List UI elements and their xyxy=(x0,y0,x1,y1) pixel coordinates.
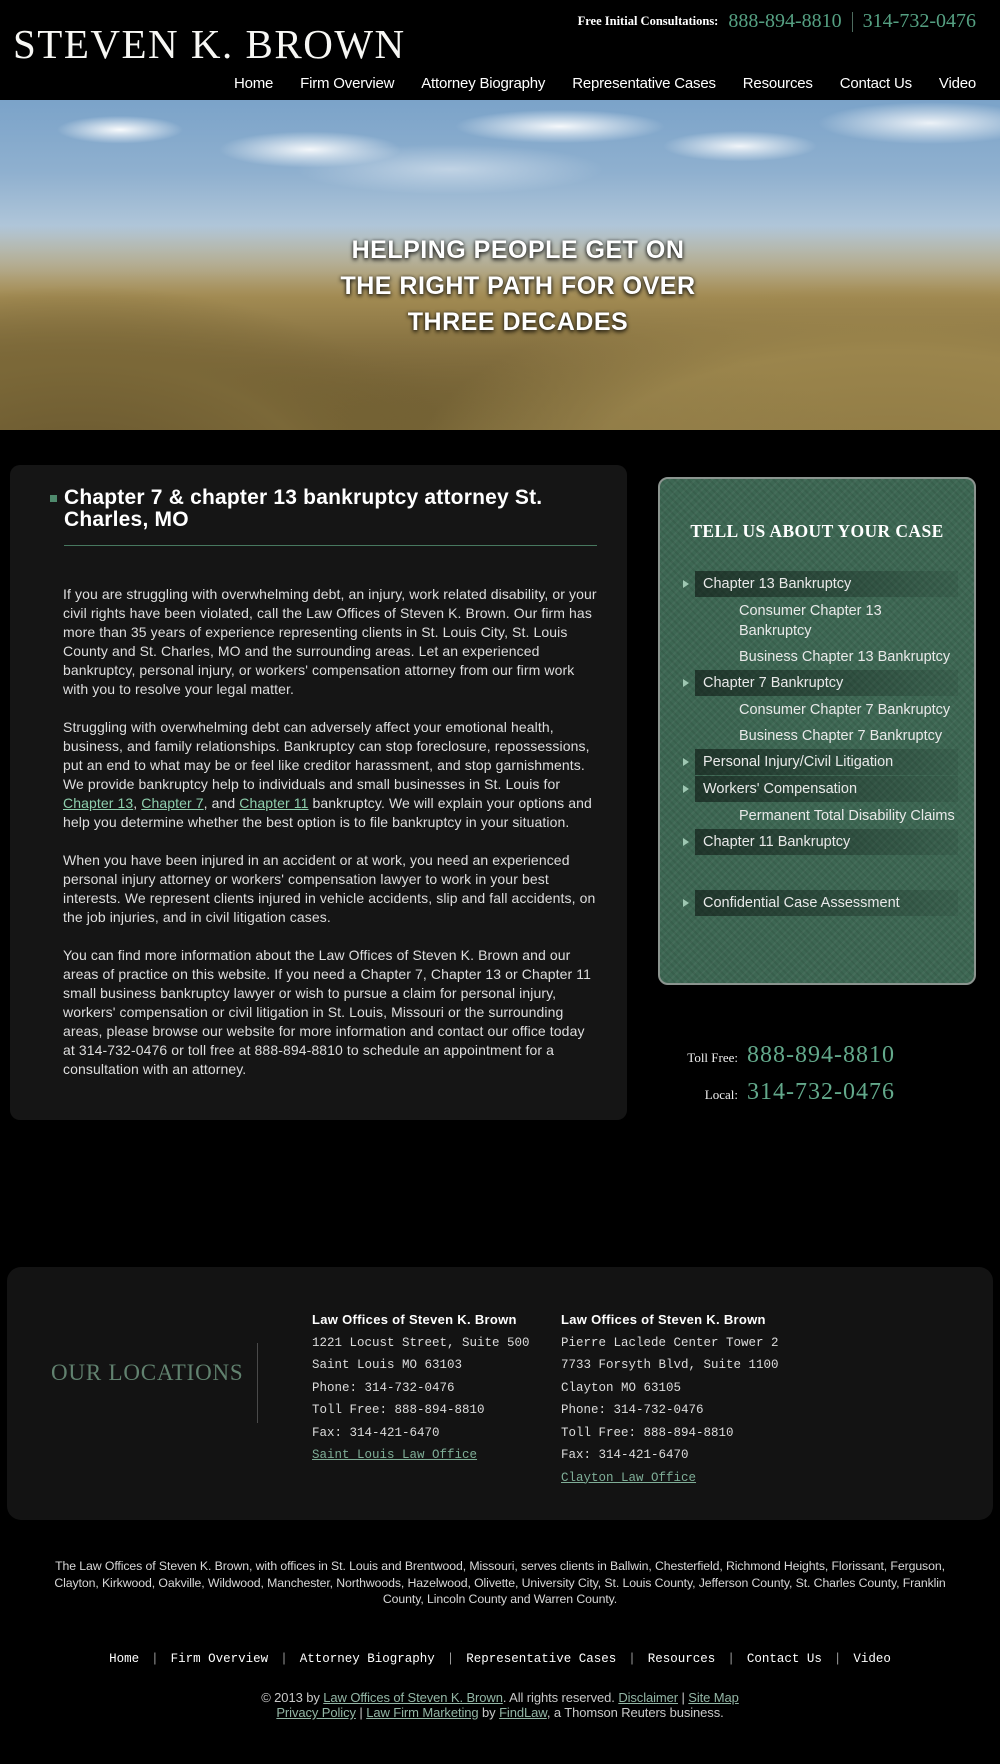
hero-tagline xyxy=(18,232,1000,340)
footer-nav-home[interactable]: Home xyxy=(109,1652,140,1666)
menu-item-label: Chapter 13 Bankruptcy xyxy=(703,576,852,592)
menu-item-label: Permanent Total Disability Claims xyxy=(739,808,955,824)
menu-item-label: Personal Injury/Civil Litigation xyxy=(703,754,894,770)
arrow-right-icon xyxy=(683,580,689,588)
main-content-panel xyxy=(10,465,627,1120)
menu-consumer-chapter-13[interactable] xyxy=(739,598,958,644)
footer-nav-resources[interactable]: Resources xyxy=(647,1652,716,1666)
disclaimer-link[interactable]: Disclaimer xyxy=(618,1690,678,1705)
square-bullet-icon xyxy=(50,495,57,502)
menu-confidential-case-assessment[interactable] xyxy=(695,890,958,916)
office-name: Law Offices of Steven K. Brown xyxy=(312,1312,517,1327)
phone-block xyxy=(618,1042,938,1116)
paragraph-text: bankruptcy. We will explain your options and help you determine whether the best option is to file bankruptcy in your situation. xyxy=(63,795,592,830)
footer-nav-representative-cases[interactable]: Representative Cases xyxy=(466,1652,617,1666)
menu-item-label: Workers' Compensation xyxy=(703,781,858,797)
menu-business-chapter-7[interactable] xyxy=(739,723,958,749)
nav-contact-us[interactable]: Contact Us xyxy=(839,75,912,92)
copyright-line2 xyxy=(0,1705,1000,1720)
headline-row xyxy=(50,487,597,530)
nav-separator: | xyxy=(628,1652,636,1666)
nav-resources[interactable]: Resources xyxy=(742,75,813,92)
paragraph-text: , xyxy=(133,795,142,811)
footer-navigation xyxy=(0,1652,1000,1666)
locations-divider xyxy=(257,1343,258,1423)
menu-chapter-7-bankruptcy[interactable] xyxy=(695,670,958,696)
footer-nav-firm-overview[interactable]: Firm Overview xyxy=(170,1652,269,1666)
local-phone: 314-732-0476 xyxy=(862,10,976,32)
copyright xyxy=(0,1690,1000,1720)
office-phone-line: Phone: 314-732-0476 xyxy=(561,1403,704,1417)
copyright-text: | xyxy=(677,1690,689,1705)
office-tollfree-line: Toll Free: 888-894-8810 xyxy=(561,1425,734,1440)
locations-panel xyxy=(7,1267,993,1520)
office-phone-line: Phone: 314-732-0476 xyxy=(312,1380,455,1395)
nav-separator: | xyxy=(727,1652,735,1666)
nav-separator: | xyxy=(833,1652,842,1666)
menu-workers-compensation[interactable] xyxy=(695,776,958,802)
office-address-line: 1221 Locust Street, Suite 500 xyxy=(312,1335,530,1350)
body-copy xyxy=(63,585,597,1079)
office-fax-line: Fax: 314-421-6470 xyxy=(561,1448,689,1462)
paragraph-more-info: You can find more information about the Law Offices of Steven K. Brown and our areas of practice on this website. If you need a Chapter 7, Chapter 13 or Chapter 11 small business bankruptcy lawyer or wish to pursue a claim for personal injury, workers' compensation or civil litigation in St. Louis, Missouri or the surrounding areas, please browse our website for more information and contact our office today at 314-732-0476 or toll free at 888-894-8810 to schedule an appointment for a consultation with an attorney. xyxy=(63,947,591,1077)
menu-item-label: Business Chapter 13 Bankruptcy xyxy=(739,649,951,665)
arrow-right-icon xyxy=(683,679,689,687)
local-row xyxy=(618,1079,938,1106)
nav-representative-cases[interactable]: Representative Cases xyxy=(572,75,716,92)
locations-heading: OUR LOCATIONS xyxy=(51,1360,244,1385)
menu-chapter-11-bankruptcy[interactable] xyxy=(695,829,958,855)
chapter-7-link[interactable]: Chapter 7 xyxy=(141,795,204,811)
menu-consumer-chapter-7[interactable] xyxy=(739,697,958,723)
local-number: 314-732-0476 xyxy=(747,1079,895,1105)
footer-nav-attorney-biography[interactable]: Attorney Biography xyxy=(299,1652,435,1666)
copyright-text: © 2013 by xyxy=(261,1690,324,1705)
menu-item-label: Business Chapter 7 Bankruptcy xyxy=(739,728,943,744)
office-tollfree-line: Toll Free: 888-894-8810 xyxy=(312,1403,485,1417)
page-title: Chapter 7 & chapter 13 bankruptcy attorney St. Charles, MO xyxy=(64,486,543,531)
menu-item-label: Consumer Chapter 7 Bankruptcy xyxy=(739,702,951,718)
local-label: Local: xyxy=(704,1087,738,1102)
office-fax-line: Fax: 314-421-6470 xyxy=(312,1425,440,1440)
location-clayton xyxy=(561,1309,779,1489)
office-address-line: Clayton MO 63105 xyxy=(561,1380,682,1395)
arrow-right-icon xyxy=(683,838,689,846)
chapter-13-link[interactable]: Chapter 13 xyxy=(63,795,134,811)
office-name: Law Offices of Steven K. Brown xyxy=(561,1312,766,1327)
toll-free-phone: 888-894-8810 xyxy=(728,10,842,32)
footer-nav-video[interactable]: Video xyxy=(853,1652,891,1666)
menu-personal-injury[interactable] xyxy=(695,749,958,775)
nav-separator: | xyxy=(446,1652,455,1666)
practice-area-menu xyxy=(660,571,974,916)
copyright-line1 xyxy=(0,1690,1000,1705)
location-saint-louis xyxy=(312,1309,530,1467)
privacy-policy-link[interactable]: Privacy Policy xyxy=(276,1705,356,1720)
menu-item-label: Chapter 7 Bankruptcy xyxy=(703,675,844,691)
consultation-label: Free Initial Consultations: xyxy=(577,14,719,28)
chapter-11-link[interactable]: Chapter 11 xyxy=(239,795,309,811)
sidebar-title: TELL US ABOUT YOUR CASE xyxy=(690,521,944,541)
hero-banner-image xyxy=(0,100,1000,430)
copyright-text: , a Thomson Reuters business. xyxy=(546,1705,724,1720)
law-firm-marketing-link[interactable]: Law Firm Marketing xyxy=(366,1705,479,1720)
menu-chapter-13-bankruptcy[interactable] xyxy=(695,571,958,597)
paragraph-text: , and xyxy=(203,795,240,811)
menu-permanent-disability[interactable] xyxy=(739,803,958,829)
firm-link[interactable]: Law Offices of Steven K. Brown xyxy=(323,1690,503,1705)
toll-free-label: Toll Free: xyxy=(687,1050,738,1065)
nav-attorney-biography[interactable]: Attorney Biography xyxy=(421,75,546,92)
nav-video[interactable]: Video xyxy=(938,75,976,92)
toll-free-row xyxy=(618,1042,938,1069)
title-divider xyxy=(64,545,597,546)
toll-free-number: 888-894-8810 xyxy=(747,1042,895,1068)
copyright-text: | xyxy=(355,1705,367,1720)
arrow-right-icon xyxy=(683,758,689,766)
paragraph-text: Struggling with overwhelming debt can adversely affect your emotional health, business, and family relationships. Bankruptcy can stop foreclosure, repossessions, put an end to what may be or feel like creditor harassment, and stop garnishments. We provide bankruptcy help to individuals and small businesses in St. Louis for xyxy=(63,719,590,792)
arrow-right-icon xyxy=(683,785,689,793)
firm-logo: STEVEN K. BROWN xyxy=(13,21,406,67)
menu-gap xyxy=(660,856,974,890)
paragraph-injury: When you have been injured in an accident or at work, you need an experienced personal injury attorney or workers' compensation lawyer to work in your best interests. We represent clients injured in vehicle accidents, slip and fall accidents, on the job injuries, and in civil litigation cases. xyxy=(63,852,596,925)
service-area-text: The Law Offices of Steven K. Brown, with offices in St. Louis and Brentwood, Missouri, serves clients in Ballwin, Chesterfield, Richmond Heights, Florissant, Ferguson, Clayton, Kirkwood, Oakville, Wildwood, Manchester, Northwoods, Hazelwood, Olivette, University City, St. Louis County, Jefferson County, St. Charles County, Franklin County, Lincoln County and Warren County. xyxy=(54,1559,946,1606)
office-address-line: Pierre Laclede Center Tower 2 xyxy=(561,1335,779,1350)
consultation-bar xyxy=(578,10,976,33)
nav-separator: | xyxy=(151,1652,159,1666)
menu-item-label: Consumer Chapter 13 Bankruptcy xyxy=(739,603,882,639)
menu-item-label: Confidential Case Assessment xyxy=(703,895,900,911)
site-map-link[interactable]: Site Map xyxy=(688,1690,739,1705)
paragraph-bankruptcy xyxy=(63,718,597,832)
tell-us-sidebar xyxy=(658,477,976,985)
office-address-line: Saint Louis MO 63103 xyxy=(312,1358,463,1372)
hero-tagline-line1: HELPING PEOPLE GET ON xyxy=(351,236,685,264)
phone-divider xyxy=(852,12,853,32)
menu-business-chapter-13[interactable] xyxy=(739,644,958,670)
copyright-text: . All rights reserved. xyxy=(502,1690,619,1705)
nav-separator: | xyxy=(280,1652,288,1666)
arrow-right-icon xyxy=(683,899,689,907)
footer-nav-contact-us[interactable]: Contact Us xyxy=(746,1652,822,1666)
nav-home[interactable]: Home xyxy=(233,75,274,92)
hero-tagline-line3: THREE DECADES xyxy=(407,308,629,336)
saint-louis-office-link[interactable]: Saint Louis Law Office xyxy=(312,1448,478,1462)
paragraph-intro: If you are struggling with overwhelming debt, an injury, work related disability, or your civil rights have been violated, call the Law Offices of Steven K. Brown. Our firm has more than 35 years of experience representing clients in St. Louis City, St. Louis County and St. Charles, MO and the surrounding areas. Let an experienced bankruptcy, personal injury, or workers' compensation attorney from our firm work with you to resolve your legal matter. xyxy=(63,586,597,697)
office-address-line: 7733 Forsyth Blvd, Suite 1100 xyxy=(561,1358,779,1372)
copyright-text: by xyxy=(478,1705,500,1720)
nav-firm-overview[interactable]: Firm Overview xyxy=(300,75,395,92)
hero-tagline-line2: THE RIGHT PATH FOR OVER xyxy=(340,272,696,300)
findlaw-link[interactable]: FindLaw xyxy=(499,1705,547,1720)
menu-item-label: Chapter 11 Bankruptcy xyxy=(703,834,851,850)
main-navigation xyxy=(234,75,976,92)
clayton-office-link[interactable]: Clayton Law Office xyxy=(561,1470,697,1485)
